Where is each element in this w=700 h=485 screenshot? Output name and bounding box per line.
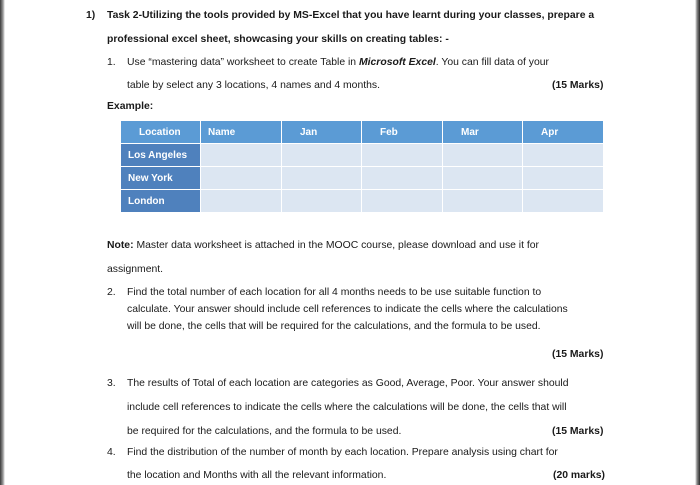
item4-number: 4.: [107, 447, 116, 458]
item4-marks: (20 marks): [553, 470, 605, 481]
item3-line2: include cell references to indicate the cells where the calculations will be done, the cells that will: [127, 402, 567, 413]
item3-marks: (15 Marks): [552, 426, 604, 437]
location-cell: Los Angeles: [121, 144, 201, 167]
empty-cell: [443, 144, 523, 167]
location-cell: London: [121, 190, 201, 213]
item2-marks: (15 Marks): [552, 349, 604, 360]
empty-cell: [201, 190, 282, 213]
header-mar: Mar: [443, 121, 523, 144]
photo-left-edge: [0, 0, 5, 485]
item2-line1: Find the total number of each location for all 4 months needs to be use suitable function to: [127, 287, 542, 298]
empty-cell: [362, 167, 443, 190]
header-location: Location: [121, 121, 201, 144]
item4-line1: Find the distribution of the number of month by each location. Prepare analysis using chart for: [127, 447, 558, 458]
empty-cell: [362, 190, 443, 213]
header-jan: Jan: [282, 121, 362, 144]
note-text: Master data worksheet is attached in the MOOC course, please download and use it for: [133, 240, 540, 251]
item1-line1-suffix: . You can fill data of your: [435, 57, 550, 68]
item1-number: 1.: [107, 57, 116, 68]
header-name: Name: [201, 121, 282, 144]
table-header-row: [121, 121, 604, 144]
item2-number: 2.: [107, 287, 116, 298]
note-line1: Note: Master data worksheet is attached in the MOOC course, please download and use it for: [107, 240, 540, 251]
item2-line2: calculate. Your answer should include cell references to indicate the cells where the calculations: [127, 304, 568, 315]
item1-marks: (15 Marks): [552, 80, 604, 91]
item3-line1: The results of Total of each location are categories as Good, Average, Poor. Your answer should: [127, 378, 569, 389]
item2-line3: will be done, the cells that will be required for the calculations, and the formula to be used.: [127, 321, 541, 332]
item4-line2: the location and Months with all the relevant information.: [127, 470, 387, 481]
header-apr: Apr: [523, 121, 604, 144]
empty-cell: [282, 144, 362, 167]
empty-cell: [282, 167, 362, 190]
empty-cell: [362, 144, 443, 167]
location-cell: New York: [121, 167, 201, 190]
task-title-line2: professional excel sheet, showcasing your skills on creating tables: -: [107, 34, 449, 45]
empty-cell: [523, 167, 604, 190]
example-label: Example:: [107, 101, 154, 112]
item1-line1: [127, 57, 549, 68]
table-row: [121, 167, 604, 190]
empty-cell: [282, 190, 362, 213]
photo-right-edge: [695, 0, 700, 485]
item1-line2: table by select any 3 locations, 4 names and 4 months.: [127, 80, 380, 91]
item1-emphasis: Microsoft Excel: [358, 57, 436, 68]
task-number: 1): [86, 10, 96, 21]
empty-cell: [443, 190, 523, 213]
item3-line3: be required for the calculations, and the formula to be used.: [127, 426, 402, 437]
note-line2: assignment.: [107, 264, 164, 275]
empty-cell: [523, 190, 604, 213]
empty-cell: [443, 167, 523, 190]
example-table: [120, 120, 604, 213]
item3-number: 3.: [107, 378, 116, 389]
empty-cell: [523, 144, 604, 167]
header-feb: Feb: [362, 121, 443, 144]
item1-line1-prefix: Use “mastering data” worksheet to create Table in: [127, 57, 359, 68]
empty-cell: [201, 144, 282, 167]
task-title-line1: Task 2-Utilizing the tools provided by MS-Excel that you have learnt during your classes, prepare a: [107, 10, 595, 21]
empty-cell: [201, 167, 282, 190]
table-row: [121, 190, 604, 213]
table-row: [121, 144, 604, 167]
